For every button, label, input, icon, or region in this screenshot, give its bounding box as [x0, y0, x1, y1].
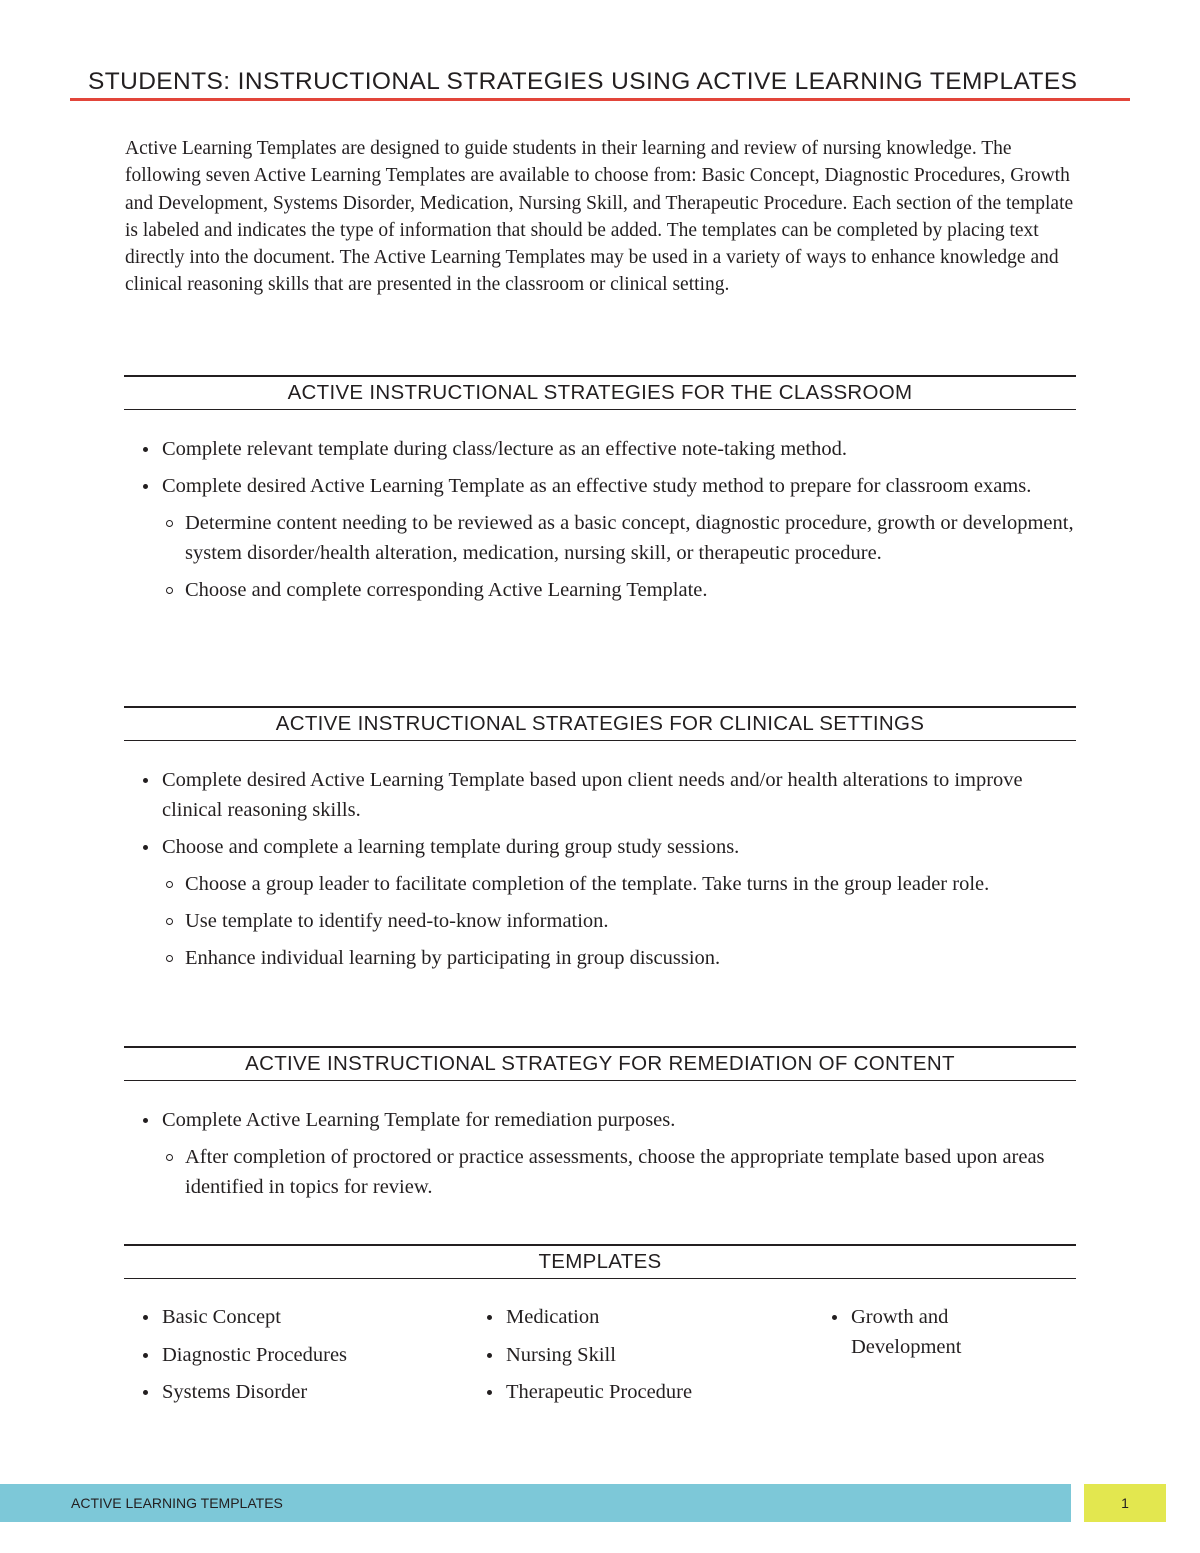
footer-label: ACTIVE LEARNING TEMPLATES — [71, 1495, 283, 1511]
hollow-bullet-icon — [166, 520, 173, 527]
template-name: Therapeutic Procedure — [506, 1381, 693, 1403]
list-item — [140, 1105, 1080, 1135]
bullet-icon — [487, 1390, 492, 1395]
list-item-text: Complete desired Active Learning Template based upon client needs and/or health alterations to improve clinical reasoning skills. — [162, 769, 1023, 821]
list-item — [140, 832, 1080, 862]
list-item — [484, 1377, 804, 1407]
template-name: Basic Concept — [162, 1306, 281, 1328]
sub-list-item-text: Choose and complete corresponding Active Learning Template. — [185, 579, 708, 601]
bullet-icon — [143, 484, 148, 489]
bullet-icon — [832, 1315, 837, 1320]
sub-list-item — [140, 508, 1080, 568]
templates-column-2 — [484, 1302, 804, 1415]
remediation-heading: ACTIVE INSTRUCTIONAL STRATEGY FOR REMEDIATION OF CONTENT — [124, 1046, 1076, 1081]
sub-list-item — [140, 575, 1080, 605]
hollow-bullet-icon — [166, 587, 173, 594]
templates-column-1 — [140, 1302, 470, 1415]
hollow-bullet-icon — [166, 881, 173, 888]
bullet-icon — [143, 1353, 148, 1358]
remediation-list — [140, 1105, 1080, 1209]
sub-list-item-text: Enhance individual learning by participating in group discussion. — [185, 947, 721, 969]
classroom-heading: ACTIVE INSTRUCTIONAL STRATEGIES FOR THE CLASSROOM — [124, 375, 1076, 410]
list-item — [484, 1302, 804, 1332]
page-title: STUDENTS: INSTRUCTIONAL STRATEGIES USING ACTIVE LEARNING TEMPLATES — [88, 68, 1078, 95]
sub-list-item-text: After completion of proctored or practice assessments, choose the appropriate template based upon areas identified in topics for review. — [185, 1146, 1045, 1198]
page-number-box — [1084, 1484, 1166, 1522]
bullet-icon — [143, 447, 148, 452]
list-item — [140, 1302, 470, 1332]
bullet-icon — [487, 1315, 492, 1320]
list-item-text: Choose and complete a learning template during group study sessions. — [162, 836, 740, 858]
clinical-list — [140, 765, 1080, 980]
template-name: Systems Disorder — [162, 1381, 308, 1403]
sub-list-item — [140, 943, 1080, 973]
footer-bar — [0, 1484, 1071, 1522]
sub-list-item-text: Choose a group leader to facilitate completion of the template. Take turns in the group leader role. — [185, 873, 990, 895]
list-item-text: Complete desired Active Learning Template as an effective study method to prepare for classroom exams. — [162, 475, 1032, 497]
sub-list-item-text: Use template to identify need-to-know information. — [185, 910, 609, 932]
bullet-icon — [143, 778, 148, 783]
sub-list-item — [140, 869, 1080, 899]
sub-list-item — [140, 906, 1080, 936]
list-item-text: Complete Active Learning Template for remediation purposes. — [162, 1109, 676, 1131]
list-item — [140, 765, 1080, 825]
classroom-list — [140, 434, 1080, 612]
template-name: Diagnostic Procedures — [162, 1343, 348, 1366]
templates-column-3 — [829, 1302, 1009, 1370]
sub-list-item — [140, 1142, 1080, 1202]
list-item-text: Complete relevant template during class/lecture as an effective note-taking method. — [162, 438, 847, 460]
page-number: 1 — [1121, 1495, 1129, 1511]
title-divider — [70, 98, 1130, 101]
intro-section — [125, 135, 1085, 299]
template-name: Nursing Skill — [506, 1343, 616, 1366]
list-item — [140, 434, 1080, 464]
bullet-icon — [487, 1353, 492, 1358]
intro-paragraph: Active Learning Templates are designed to guide students in their learning and review of nursing knowledge. The following seven Active Learning Templates are available to choose from: Basic Concept, Diagnostic Procedures, Growth and Development, Systems Disorder, Medication, Nursing Skill, and Therapeutic Procedure. Each section of the template is labeled and indicates the type of information that should be added. The templates can be completed by placing text directly into the document. The Active Learning Templates may be used in a variety of ways to enhance knowledge and clinical reasoning skills that are presented in the classroom or clinical setting. — [125, 138, 1074, 296]
hollow-bullet-icon — [166, 1154, 173, 1161]
bullet-icon — [143, 1118, 148, 1123]
list-item — [140, 471, 1080, 501]
templates-heading: TEMPLATES — [124, 1244, 1076, 1279]
template-name: Medication — [506, 1306, 600, 1328]
list-item — [484, 1340, 804, 1370]
clinical-heading: ACTIVE INSTRUCTIONAL STRATEGIES FOR CLINICAL SETTINGS — [124, 706, 1076, 741]
hollow-bullet-icon — [166, 955, 173, 962]
list-item — [140, 1377, 470, 1407]
hollow-bullet-icon — [166, 918, 173, 925]
list-item — [829, 1302, 1009, 1362]
sub-list-item-text: Determine content needing to be reviewed as a basic concept, diagnostic procedure, growth or development, system disorder/health alteration, medication, nursing skill, or therapeutic procedure. — [185, 512, 1074, 564]
bullet-icon — [143, 1390, 148, 1395]
template-name: Growth and Development — [851, 1306, 962, 1358]
bullet-icon — [143, 845, 148, 850]
list-item — [140, 1340, 470, 1370]
bullet-icon — [143, 1315, 148, 1320]
